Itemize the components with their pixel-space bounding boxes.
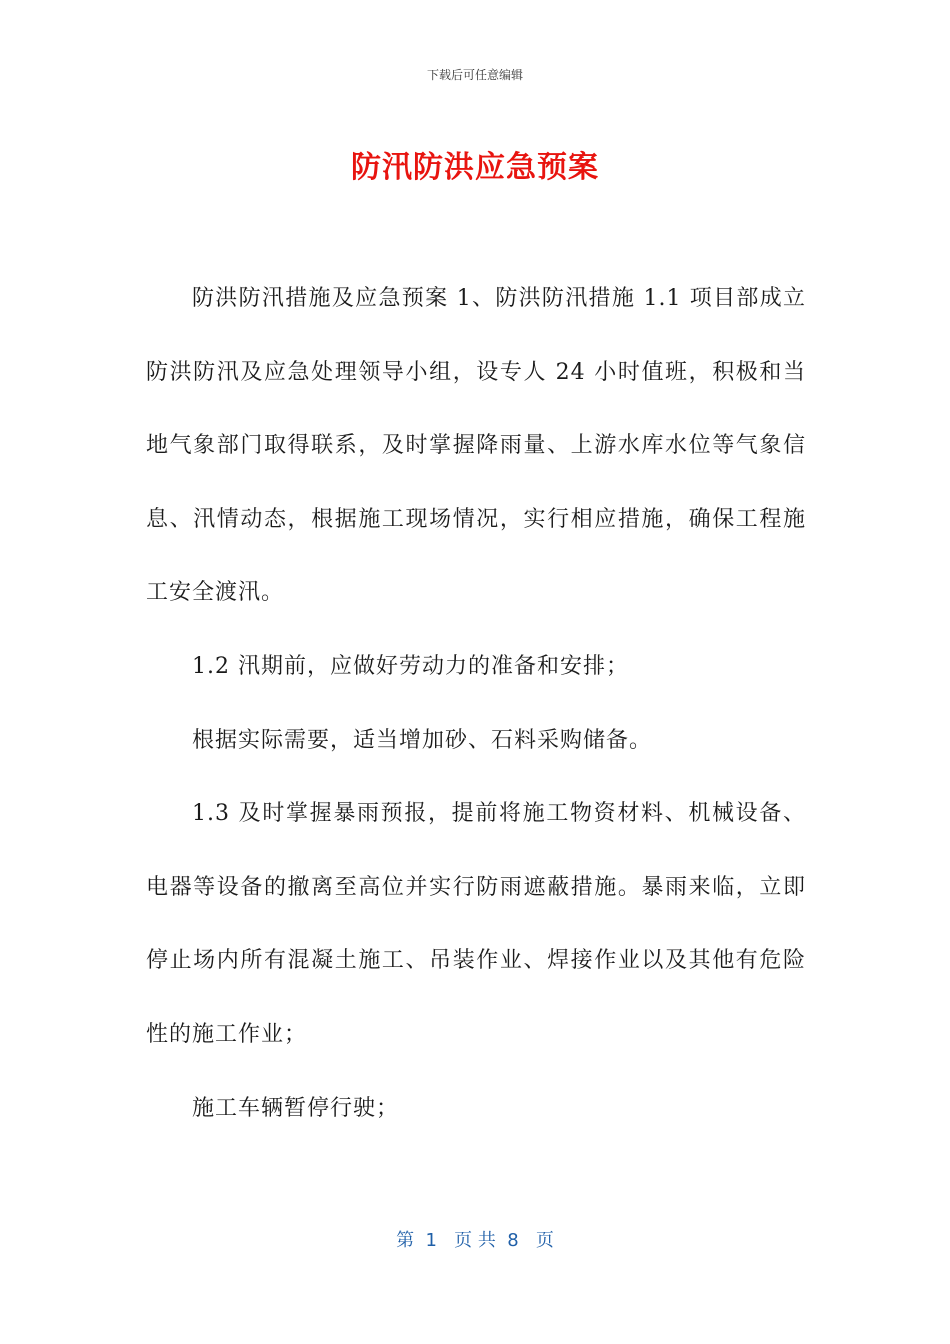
page-indicator: 第 1 页 共 8 页 [396,1230,554,1251]
document-title: 防汛防洪应急预案 [351,150,599,185]
paragraph: 1.2 汛期前，应做好劳动力的准备和安排； [192,653,629,679]
paragraph: 施工车辆暂停行驶； [192,1095,400,1121]
paragraph: 根据实际需要，适当增加砂、石料采购储备。 [192,727,653,753]
paragraph: 防洪防汛措施及应急预案 1、防洪防汛措施 1.1 项目部成立防洪防汛及应急处理领导小组，设专人 24 小时值班，积极和当地气象部门取得联系，及时掌握降雨量、上游水库水位等气象信息、汛情动态，根据施工现场情况，实行相应措施，确保工程施工安全渡汛。 [146,286,806,606]
paragraph: 1.3 及时掌握暴雨预报，提前将施工物资材料、机械设备、电器等设备的撤离至高位并实行防雨遮蔽措施。暴雨来临，立即停止场内所有混凝土施工、吊装作业、焊接作业以及其他有危险性的施工作业； [146,801,806,1047]
header-note: 下载后可任意编辑 [426,68,523,82]
document-body [146,262,806,1145]
